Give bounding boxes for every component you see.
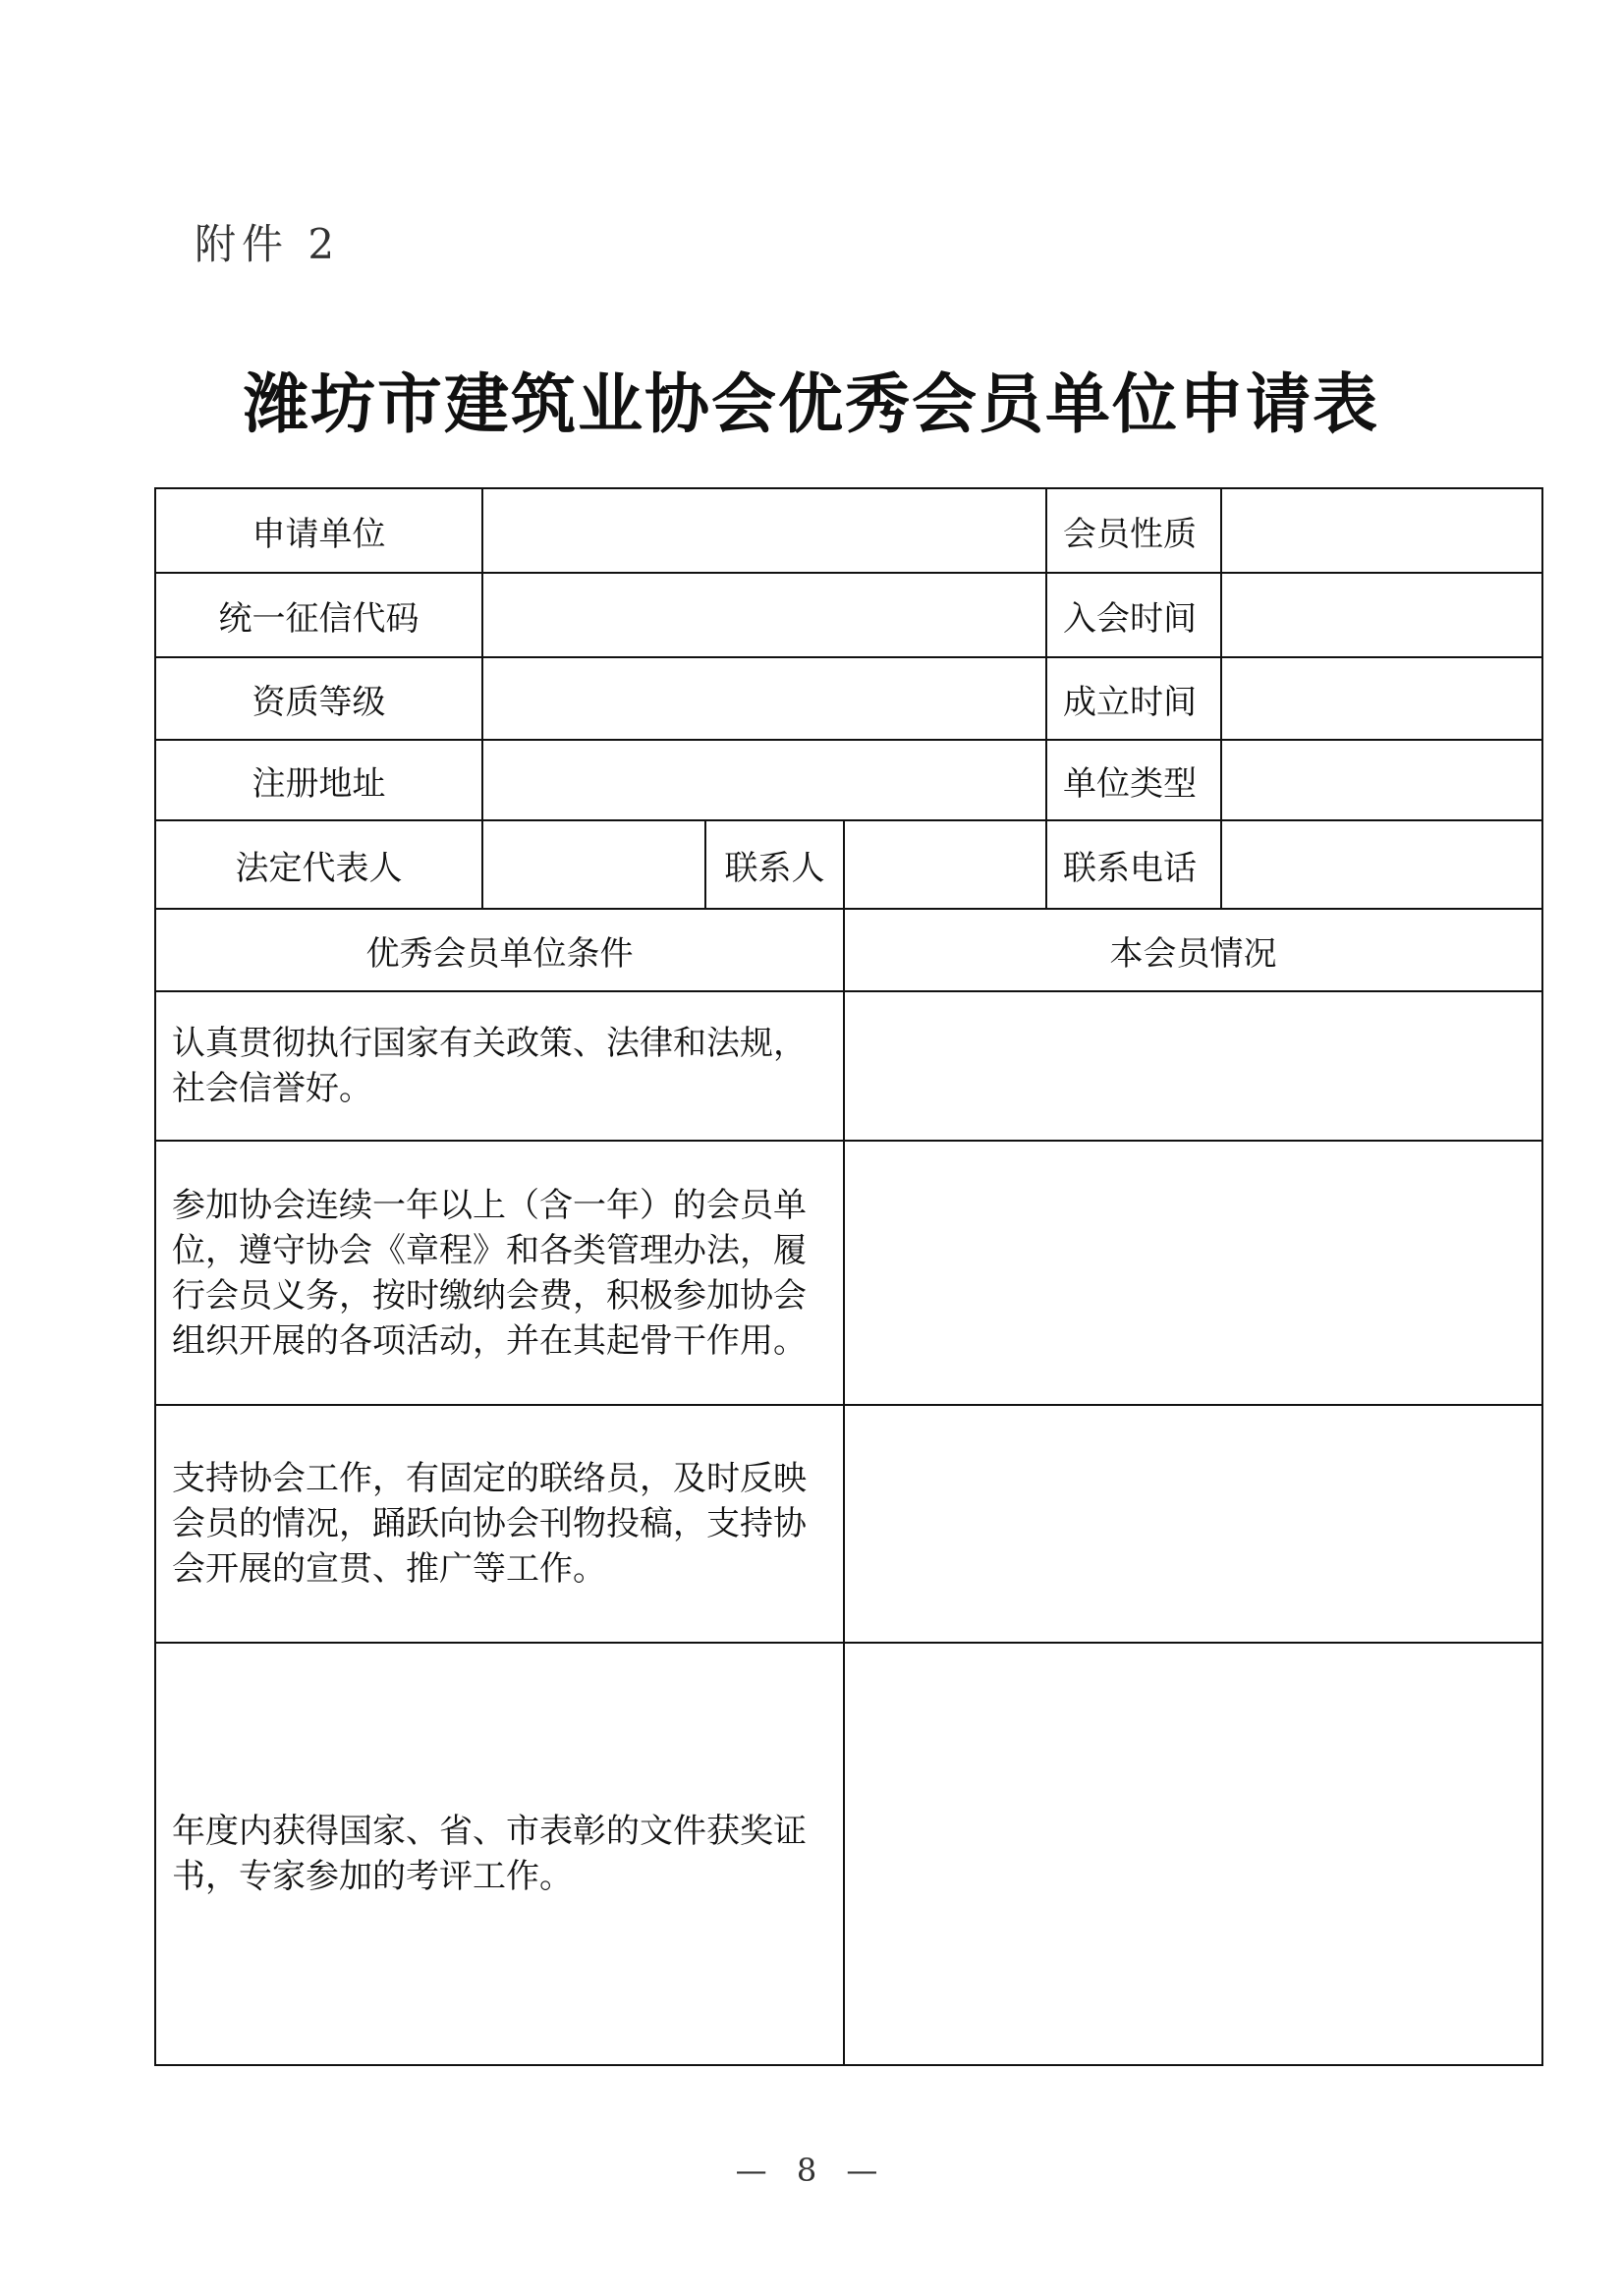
input-unit-type[interactable] [1221, 740, 1542, 820]
input-credit-code[interactable] [482, 573, 1046, 657]
attachment-label: 附件 2 [195, 220, 341, 268]
input-qualification-level[interactable] [482, 657, 1046, 740]
conditions-header-row [155, 909, 1542, 991]
label-legal-representative: 法定代表人 [155, 820, 482, 909]
form-row-applicant [155, 488, 1542, 573]
condition-row [155, 1405, 1542, 1643]
application-form-table [154, 487, 1543, 2066]
page-title: 潍坊市建筑业协会优秀会员单位申请表 [244, 365, 1379, 442]
condition-status-input[interactable] [844, 1405, 1542, 1643]
conditions-header-left: 优秀会员单位条件 [155, 909, 844, 991]
condition-row [155, 1141, 1542, 1405]
input-contact-phone[interactable] [1221, 820, 1542, 909]
input-legal-representative[interactable] [482, 820, 705, 909]
page-number: — 8 — [735, 2152, 888, 2189]
input-established-time[interactable] [1221, 657, 1542, 740]
condition-text: 支持协会工作，有固定的联络员，及时反映会员的情况，踊跃向协会刊物投稿，支持协会开展的宣贯、推广等工作。 [155, 1405, 844, 1643]
label-qualification-level: 资质等级 [155, 657, 482, 740]
condition-text: 参加协会连续一年以上（含一年）的会员单位，遵守协会《章程》和各类管理办法，履行会员义务，按时缴纳会费，积极参加协会组织开展的各项活动，并在其起骨干作用。 [155, 1141, 844, 1405]
conditions-header-right: 本会员情况 [844, 909, 1542, 991]
label-registered-address: 注册地址 [155, 740, 482, 820]
condition-status-input[interactable] [844, 1141, 1542, 1405]
label-unit-type: 单位类型 [1046, 740, 1221, 820]
input-member-nature[interactable] [1221, 488, 1542, 573]
condition-row [155, 991, 1542, 1141]
input-registered-address[interactable] [482, 740, 1046, 820]
label-contact-phone: 联系电话 [1046, 820, 1221, 909]
input-applicant-unit[interactable] [482, 488, 1046, 573]
form-row-qualification [155, 657, 1542, 740]
input-contact-person[interactable] [844, 820, 1046, 909]
label-member-nature: 会员性质 [1046, 488, 1221, 573]
form-row-credit-code [155, 573, 1542, 657]
condition-text: 认真贯彻执行国家有关政策、法律和法规，社会信誉好。 [155, 991, 844, 1141]
input-join-time[interactable] [1221, 573, 1542, 657]
label-applicant-unit: 申请单位 [155, 488, 482, 573]
condition-row [155, 1643, 1542, 2065]
condition-status-input[interactable] [844, 991, 1542, 1141]
label-established-time: 成立时间 [1046, 657, 1221, 740]
label-credit-code: 统一征信代码 [155, 573, 482, 657]
condition-status-input[interactable] [844, 1643, 1542, 2065]
form-row-address [155, 740, 1542, 820]
label-contact-person: 联系人 [705, 820, 844, 909]
form-row-contacts [155, 820, 1542, 909]
condition-text: 年度内获得国家、省、市表彰的文件获奖证书，专家参加的考评工作。 [155, 1643, 844, 2065]
label-join-time: 入会时间 [1046, 573, 1221, 657]
